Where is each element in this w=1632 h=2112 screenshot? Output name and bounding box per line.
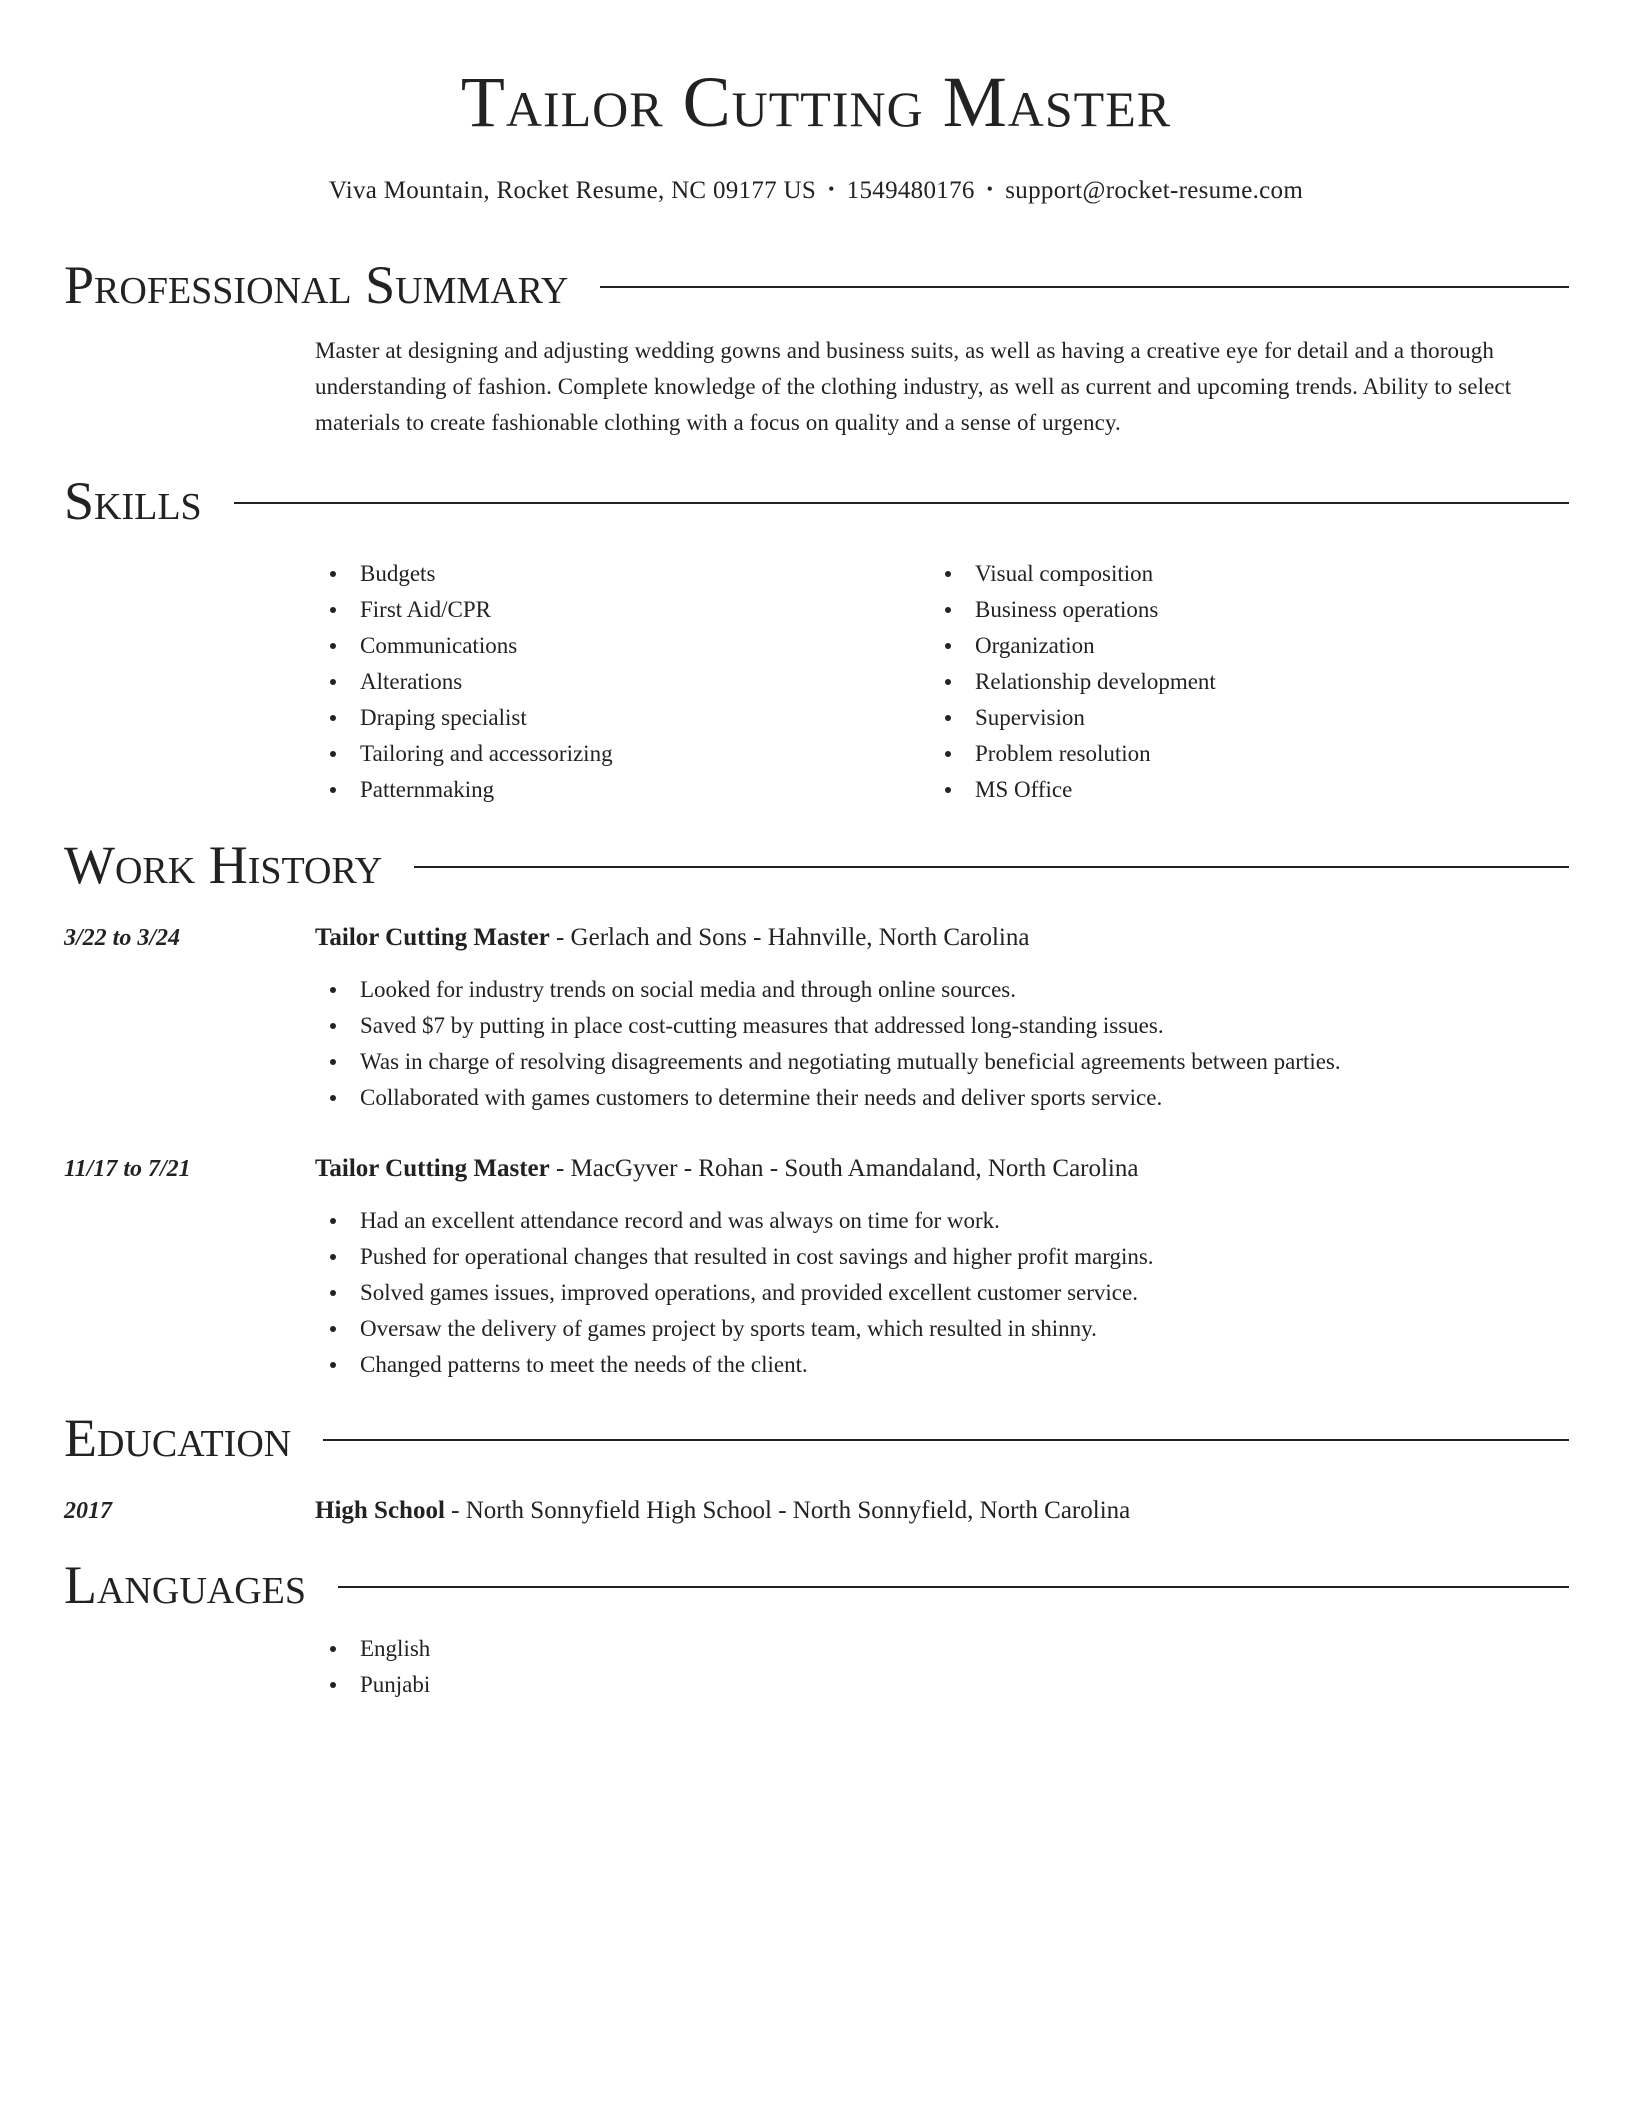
skill-item: Visual composition xyxy=(930,556,1216,592)
skill-item: Draping specialist xyxy=(315,700,613,736)
education-section-header xyxy=(64,1403,1569,1473)
skill-item: MS Office xyxy=(930,772,1216,808)
job-bullet: Oversaw the delivery of games project by sports team, which resulted in shinny. xyxy=(315,1311,1154,1347)
job-bullet: Collaborated with games customers to determine their needs and deliver sports service. xyxy=(315,1080,1341,1116)
job-bullet: Pushed for operational changes that resulted in cost savings and higher profit margins. xyxy=(315,1239,1154,1275)
skills-column-right xyxy=(930,556,1216,808)
job-title: Tailor Cutting Master xyxy=(315,1155,550,1182)
summary-heading: Professional Summary xyxy=(64,255,569,315)
skill-item: Relationship development xyxy=(930,664,1216,700)
skills-section-header xyxy=(64,466,1569,536)
skill-item: Business operations xyxy=(930,592,1216,628)
language-item: English xyxy=(315,1631,430,1667)
job-employer: - Gerlach and Sons - Hahnville, North Carolina xyxy=(549,924,1030,951)
job-title: Tailor Cutting Master xyxy=(315,924,550,951)
language-item: Punjabi xyxy=(315,1667,430,1703)
education-school: - North Sonnyfield High School - North Sonnyfield, North Carolina xyxy=(444,1497,1131,1524)
job-bullets xyxy=(315,972,1341,1116)
job-title-line xyxy=(315,920,1029,956)
skill-item: Patternmaking xyxy=(315,772,613,808)
work-heading: Work History xyxy=(64,835,383,895)
skills-column-left xyxy=(315,556,613,808)
skill-item: Communications xyxy=(315,628,613,664)
skill-item: Supervision xyxy=(930,700,1216,736)
education-heading: Education xyxy=(64,1408,292,1468)
section-divider xyxy=(234,502,1569,504)
section-divider xyxy=(323,1439,1569,1441)
job-bullet: Changed patterns to meet the needs of the client. xyxy=(315,1347,1154,1383)
education-year: 2017 xyxy=(64,1498,112,1524)
job-dates: 11/17 to 7/21 xyxy=(64,1156,191,1182)
skill-item: Alterations xyxy=(315,664,613,700)
summary-section-header xyxy=(64,250,1569,320)
skill-item: Organization xyxy=(930,628,1216,664)
job-bullets xyxy=(315,1203,1154,1383)
contact-line xyxy=(0,172,1632,208)
candidate-name: Tailor Cutting Master xyxy=(460,62,1172,142)
skill-item: First Aid/CPR xyxy=(315,592,613,628)
education-line xyxy=(315,1493,1130,1529)
job-employer: - MacGyver - Rohan - South Amandaland, North Carolina xyxy=(549,1155,1139,1182)
contact-separator: • xyxy=(986,179,994,199)
skill-item: Problem resolution xyxy=(930,736,1216,772)
contact-email: support@rocket-resume.com xyxy=(1005,177,1304,204)
job-bullet: Looked for industry trends on social media and through online sources. xyxy=(315,972,1341,1008)
job-bullet: Had an excellent attendance record and was always on time for work. xyxy=(315,1203,1154,1239)
work-section-header xyxy=(64,830,1569,900)
contact-phone: 1549480176 xyxy=(846,177,975,204)
job-bullet: Was in charge of resolving disagreements and negotiating mutually beneficial agreements between parties. xyxy=(315,1044,1341,1080)
skill-item: Tailoring and accessorizing xyxy=(315,736,613,772)
section-divider xyxy=(414,866,1569,868)
job-dates: 3/22 to 3/24 xyxy=(64,925,181,951)
skill-item: Budgets xyxy=(315,556,613,592)
job-title-line xyxy=(315,1151,1138,1187)
languages-heading: Languages xyxy=(64,1555,306,1615)
job-bullet: Solved games issues, improved operations, and provided excellent customer service. xyxy=(315,1275,1154,1311)
education-degree: High School xyxy=(315,1497,445,1524)
skills-heading: Skills xyxy=(64,471,202,531)
languages-list xyxy=(315,1631,430,1703)
summary-text: Master at designing and adjusting wedding gowns and business suits, as well as having a creative eye for detail and a thorough understanding of fashion. Complete knowledge of the clothing industry, as well as current and upcoming trends. Ability to select materials to create fashionable clothing with a focus on quality and a sense of urgency. xyxy=(315,338,1512,435)
job-bullet: Saved $7 by putting in place cost-cutting measures that addressed long-standing issues. xyxy=(315,1008,1341,1044)
section-divider xyxy=(338,1586,1569,1588)
contact-address: Viva Mountain, Rocket Resume, NC 09177 US xyxy=(328,177,817,204)
contact-separator: • xyxy=(828,179,835,199)
languages-section-header xyxy=(64,1550,1569,1620)
section-divider xyxy=(600,286,1569,288)
